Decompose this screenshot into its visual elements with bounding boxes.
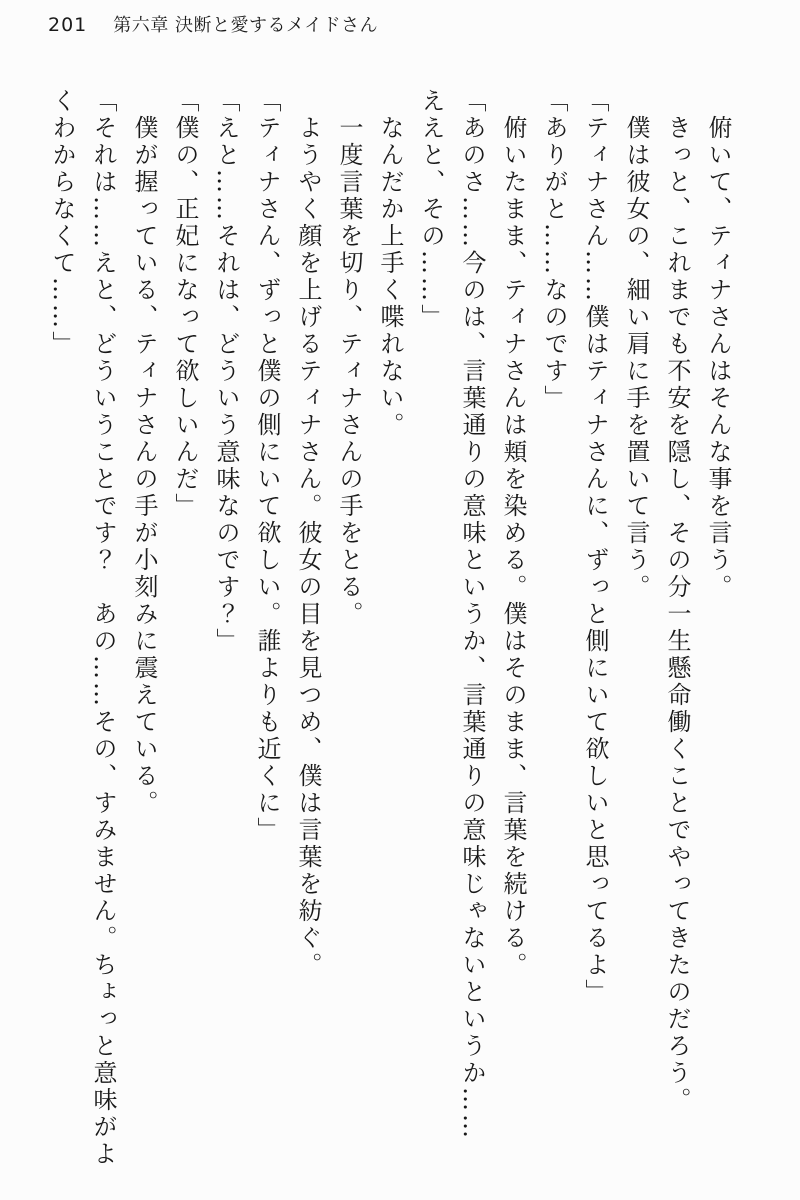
page-body xyxy=(41,88,738,1173)
text-column: きっと、これまでも不安を隠し、その分一生懸命働くことでやってきたのだろう。 xyxy=(663,115,691,1114)
text-column: 「あのさ……今のは、言葉通りの意味というか、言葉通りの意味じゃないというか…… xyxy=(458,88,486,1141)
text-column: 「ティナさん……僕はティナさんに、ずっと側にいて欲しいと思ってるよ」 xyxy=(581,88,609,1006)
text-column: 一度言葉を切り、ティナさんの手をとる。 xyxy=(335,115,363,628)
text-column: 僕は彼女の、細い肩に手を置いて言う。 xyxy=(622,115,650,601)
text-column: ようやく顔を上げるティナさん。彼女の目を見つめ、僕は言葉を紡ぐ。 xyxy=(294,115,322,979)
page-header xyxy=(48,11,378,37)
chapter-title: 第六章 決断と愛するメイドさん xyxy=(113,15,379,36)
text-column: 「ティナさん、ずっと僕の側にいて欲しい。誰よりも近くに」 xyxy=(253,88,281,844)
text-column: 「ありがと……なのです」 xyxy=(540,88,568,412)
text-column: 俯いたまま、ティナさんは頬を染める。僕はそのまま、言葉を続ける。 xyxy=(499,115,527,979)
text-column: 「それは……えと、どういうことです？ あの……その、すみません。ちょっと意味がよ xyxy=(89,88,117,1168)
text-column: 僕が握っている、ティナさんの手が小刻みに震えている。 xyxy=(130,115,158,817)
text-column: ええと、その……」 xyxy=(417,88,445,331)
text-column: 「僕の、正妃になって欲しいんだ」 xyxy=(171,88,199,520)
text-column: くわからなくて……」 xyxy=(48,88,76,358)
text-column: 「えと……それは、どういう意味なのです？」 xyxy=(212,88,240,655)
text-column: 俯いて、ティナさんはそんな事を言う。 xyxy=(704,115,732,601)
text-column: なんだか上手く喋れない。 xyxy=(376,115,404,439)
page-number: 201 xyxy=(48,14,88,36)
